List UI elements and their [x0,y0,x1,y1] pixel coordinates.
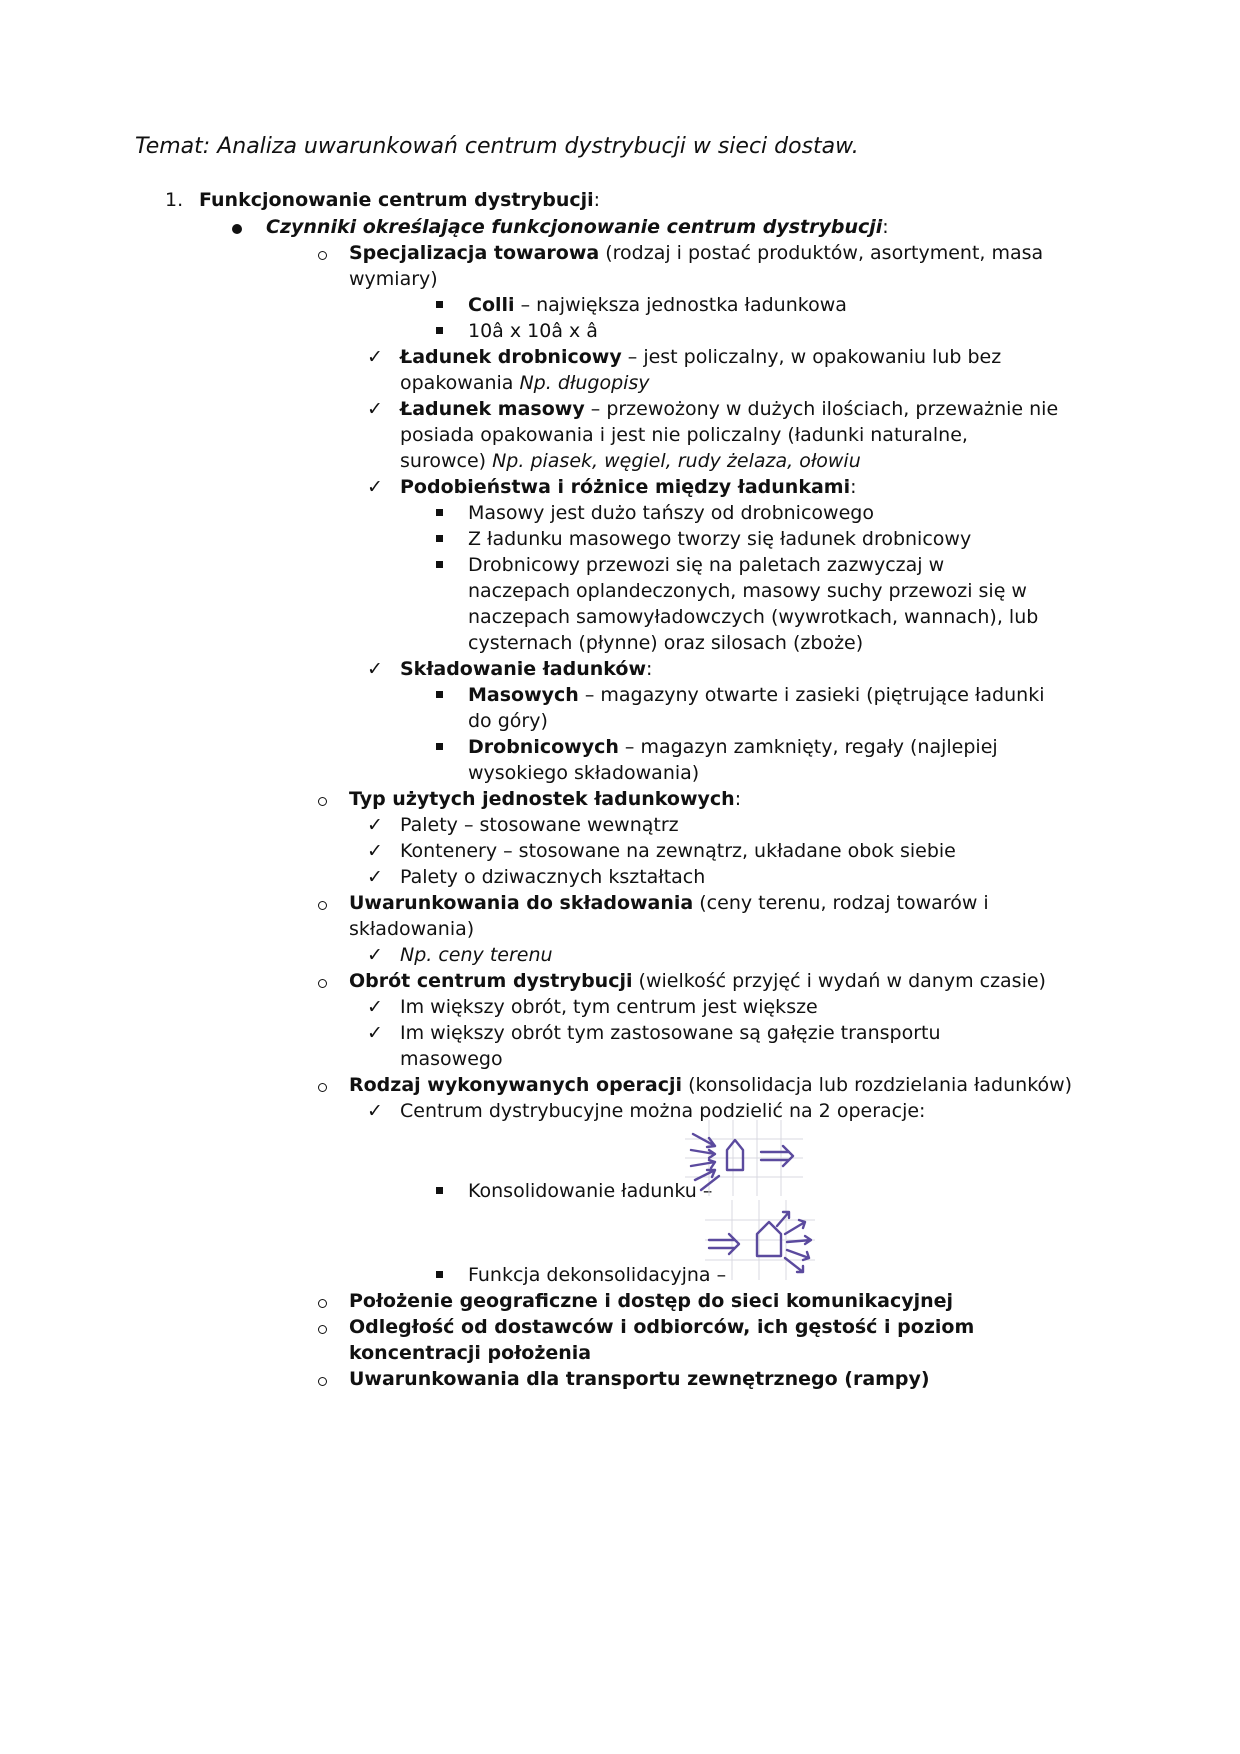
square-bullet [436,327,443,334]
circle-bullet [318,1299,327,1308]
stor-item-1-line-2: do góry) [468,710,548,732]
spec-line-2: wymiary) [349,268,438,290]
sim-item-3-line-3: naczepach samowyładowczych (wywrotkach, wannach), lub [468,606,1039,628]
stor-item-1-line-1: Masowych – magazyny otwarte i zasieki (piętrujące ładunki [468,684,1045,706]
spec-line-1: Specjalizacja towarowa (rodzaj i postać produktów, asortyment, masa [349,242,1044,264]
check-icon: ✓ [367,398,383,420]
check-icon: ✓ [367,996,383,1018]
types-item-3: Palety o dziwacznych kształtach [400,866,706,888]
circle-bullet [318,901,327,910]
stor-item-2-line-1: Drobnicowych – magazyn zamknięty, regały (najlepiej [468,736,998,758]
storage-cond-example: Np. ceny terenu [400,944,553,966]
check-icon: ✓ [367,814,383,836]
square-bullet [436,1187,443,1194]
square-bullet [436,509,443,516]
check-icon: ✓ [367,944,383,966]
sim-item-3-line-1: Drobnicowy przewozi się na paletach zazwyczaj w [468,554,945,576]
check-icon: ✓ [367,1022,383,1044]
square-bullet [436,1271,443,1278]
types-item-2: Kontenery – stosowane na zewnątrz, układane obok siebie [400,840,956,862]
check-icon: ✓ [367,346,383,368]
square-bullet [436,691,443,698]
mas-line-1: Ładunek masowy – przewożony w dużych ilościach, przeważnie nie [400,398,1059,420]
square-bullet [436,535,443,542]
square-bullet [436,561,443,568]
geo-item: Położenie geograficzne i dostęp do sieci komunikacyjnej [349,1290,954,1312]
check-icon: ✓ [367,1100,383,1122]
check-icon: ✓ [367,866,383,888]
storage-cond-line-1: Uwarunkowania do składowania (ceny terenu, rodzaj towarów i [349,892,989,914]
sim-heading: Podobieństwa i różnice między ładunkami: [400,476,857,498]
circle-bullet [318,1083,327,1092]
consolidation-item: Konsolidowanie ładunku – [468,1180,713,1202]
sim-item-2: Z ładunku masowego tworzy się ładunek drobnicowy [468,528,972,550]
colli-item: Colli – największa jednostka ładunkowa [468,294,847,316]
distance-line-1: Odległość od dostawców i odbiorców, ich gęstość i poziom [349,1316,975,1338]
mas-line-2: posiada opakowania i jest nie policzalny (ładunki naturalne, [400,424,968,446]
bullet-dot [232,224,242,234]
circle-bullet [318,1377,327,1386]
section-heading: Funkcjonowanie centrum dystrybucji: [199,189,601,211]
types-item-1: Palety – stosowane wewnątrz [400,814,679,836]
storage-cond-line-2: składowania) [349,918,475,940]
section-number: 1. [165,189,184,211]
drob-line-2: opakowania Np. długopisy [400,372,650,394]
turnover-item-2-line-2: masowego [400,1048,503,1070]
circle-bullet [318,979,327,988]
turnover-item-2-line-1: Im większy obrót tym zastosowane są gałęzie transportu [400,1022,941,1044]
turnover-heading: Obrót centrum dystrybucji (wielkość przyjęć i wydań w danym czasie) [349,970,1046,992]
check-icon: ✓ [367,658,383,680]
check-icon: ✓ [367,476,383,498]
sim-item-3-line-2: naczepach oplandeczonych, masowy suchy przewozi się w [468,580,1027,602]
check-icon: ✓ [367,840,383,862]
distance-line-2: koncentracji położenia [349,1342,592,1364]
operations-heading: Rodzaj wykonywanych operacji (konsolidacja lub rozdzielania ładunków) [349,1074,1073,1096]
circle-bullet [318,251,327,260]
circle-bullet [318,797,327,806]
stor-heading: Składowanie ładunków: [400,658,653,680]
types-heading: Typ użytych jednostek ładunkowych: [349,788,742,810]
deconsolidation-sketch-icon [705,1200,815,1280]
circle-bullet [318,1325,327,1334]
consolidation-sketch-icon [685,1120,803,1196]
stor-item-2-line-2: wysokiego składowania) [468,762,700,784]
square-bullet [436,743,443,750]
deconsolidation-item: Funkcja dekonsolidacyjna – [468,1264,727,1286]
document-title: Temat: Analiza uwarunkowań centrum dystrybucji w sieci dostaw. [135,134,859,159]
sim-item-1: Masowy jest dużo tańszy od drobnicowego [468,502,874,524]
dims-item: 10â x 10â x â [468,320,598,342]
factors-heading: Czynniki określające funkcjonowanie centrum dystrybucji: [266,216,889,238]
sim-item-3-line-4: cysternach (płynne) oraz silosach (zboże) [468,632,864,654]
mas-line-3: surowce) Np. piasek, węgiel, rudy żelaza, ołowiu [400,450,861,472]
operations-intro: Centrum dystrybucyjne można podzielić na 2 operacje: [400,1100,926,1122]
transport-item: Uwarunkowania dla transportu zewnętrznego (rampy) [349,1368,930,1390]
square-bullet [436,301,443,308]
turnover-item-1: Im większy obrót, tym centrum jest większe [400,996,818,1018]
drob-line-1: Ładunek drobnicowy – jest policzalny, w opakowaniu lub bez [400,346,1002,368]
